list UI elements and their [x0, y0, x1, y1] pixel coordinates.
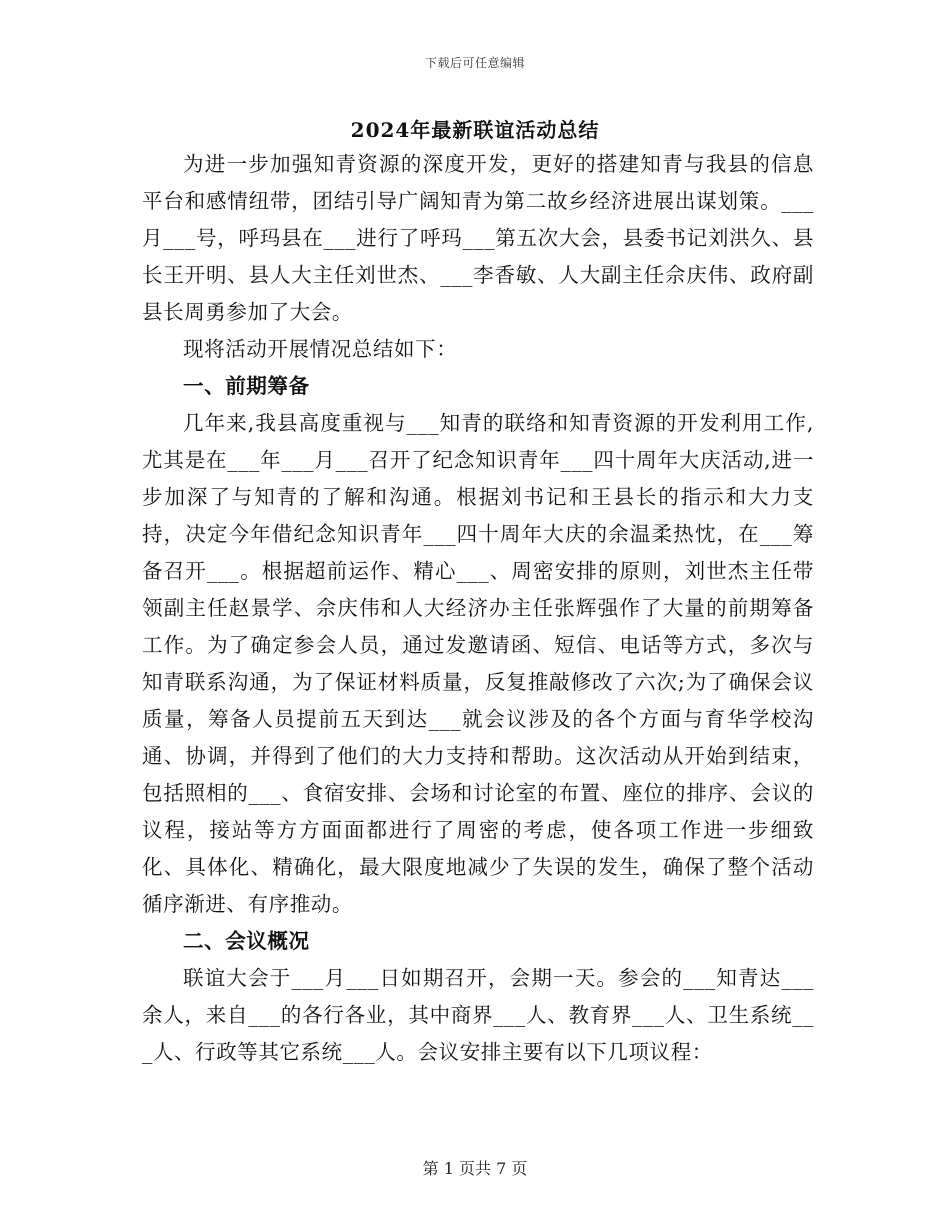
page-number-footer: 第 1 页共 7 页 — [422, 1159, 528, 1178]
overview-paragraph: 联谊大会于___月___日如期召开，会期一天。参会的___知青达___余人，来自___的各行各业，其中商界___人、教育界___人、卫生系统___人、行政等其它系统___人。会议安排主要有以下几项议程： — [142, 966, 814, 1064]
section-heading-preparation: 一、前期筹备 — [183, 374, 310, 398]
section-heading-overview: 二、会议概况 — [183, 929, 310, 953]
summary-lead-paragraph: 现将活动开展情况总结如下： — [183, 337, 458, 361]
preparation-paragraph: 几年来,我县高度重视与___知青的联络和知青资源的开发利用工作,尤其是在___年___月___召开了纪念知识青年___四十周年大庆活动,进一步加深了与知青的了解和沟通。根据刘书记和王县长的指示和大力支持，决定今年借纪念知识青年___四十周年大庆的余温柔热忱，在___筹备召开___。根据超前运作、精心___、周密安排的原则，刘世杰主任带领副主任赵景学、佘庆伟和人大经济办主任张辉强作了大量的前期筹备工作。为了确定参会人员，通过发邀请函、短信、电话等方式，多次与知青联系沟通，为了保证材料质量，反复推敲修改了六次;为了确保会议质量，筹备人员提前五天到达___就会议涉及的各个方面与育华学校沟通、协调，并得到了他们的大力支持和帮助。这次活动从开始到结束，包括照相的___、食宿安排、会场和讨论室的布置、座位的排序、会议的议程，接站等方方面面都进行了周密的考虑，使各项工作进一步细致化、具体化、精确化，最大限度地减少了失误的发生，确保了整个活动循序渐进、有序推动。 — [142, 411, 814, 916]
intro-paragraph: 为进一步加强知青资源的深度开发，更好的搭建知青与我县的信息平台和感情纽带，团结引导广阔知青为第二故乡经济进展出谋划策。___月___号，呼玛县在___进行了呼玛___第五次大会，县委书记刘洪久、县长王开明、县人大主任刘世杰、___李香敏、人大副主任佘庆伟、政府副县长周勇参加了大会。 — [142, 152, 814, 324]
document-body — [142, 146, 814, 1071]
header-note: 下载后可任意编辑 — [424, 56, 525, 70]
document-title: 2024年最新联谊活动总结 — [350, 118, 600, 142]
